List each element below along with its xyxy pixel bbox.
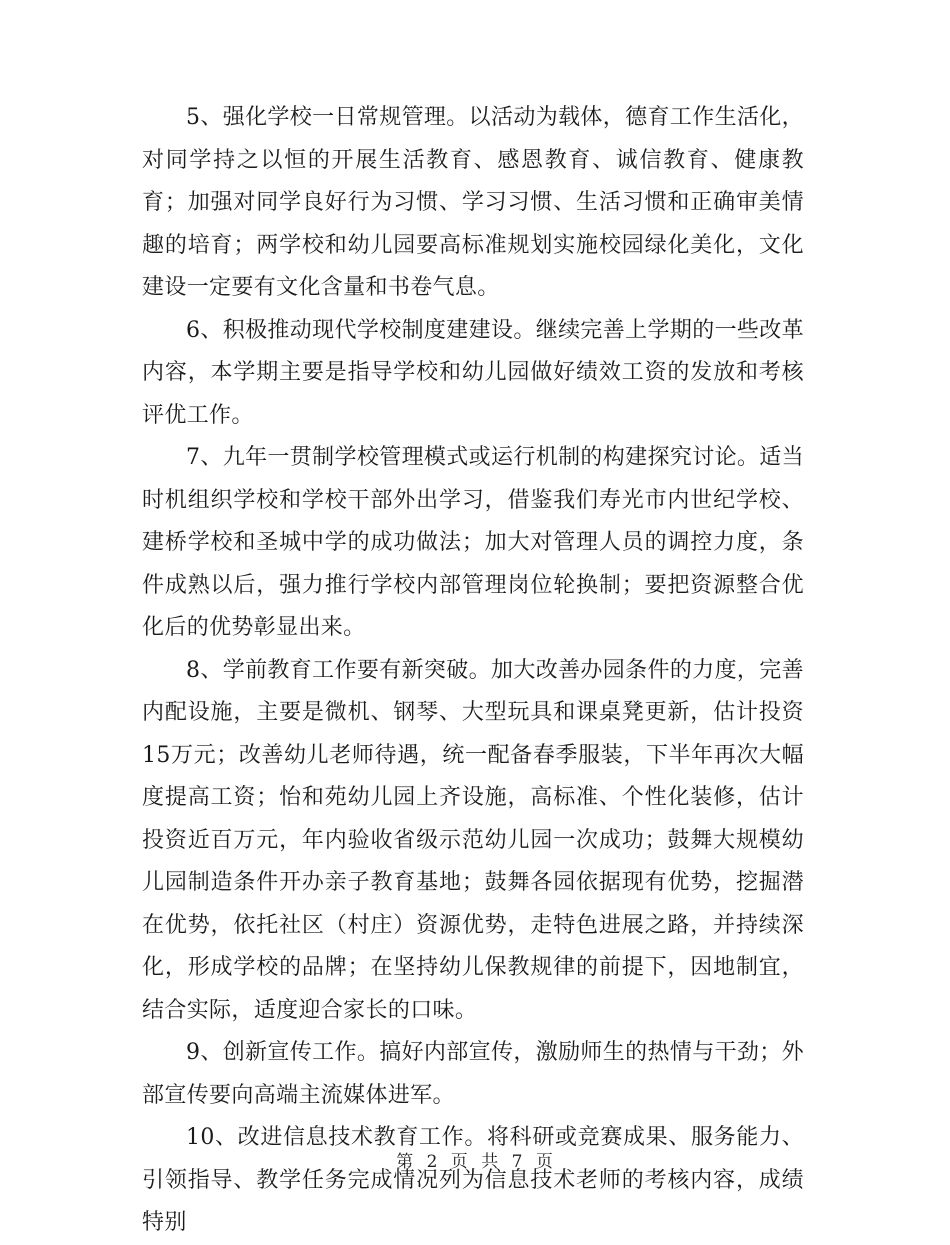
footer-total-pages: 7 [511,1152,524,1172]
paragraph-item-9: 9、创新宣传工作。搞好内部宣传，激励师生的热情与干劲；外部宣传要向高端主流媒体进军。 [142,1040,804,1108]
page-footer [0,1150,950,1174]
document-body [142,97,804,1245]
paragraph-item-7: 7、九年一贯制学校管理模式或运行机制的构建探究讨论。适当时机组织学校和学校干部外出学习，借鉴我们寿光市内世纪学校、建桥学校和圣城中学的成功做法；加大对管理人员的调控力度，条件成熟以后，强力推行学校内部管理岗位轮换制；要把资源整合优化后的优势彰显出来。 [142,445,804,640]
footer-suffix: 页 [535,1152,554,1172]
footer-prefix: 第 [396,1152,415,1172]
paragraph-item-8: 8、学前教育工作要有新突破。加大改善办园条件的力度，完善内配设施，主要是微机、钢琴、大型玩具和课桌凳更新，估计投资15万元；改善幼儿老师待遇，统一配备春季服装，下半年再次大幅度提高工资；怡和苑幼儿园上齐设施，高标准、个性化装修，估计投资近百万元，年内验收省级示范幼儿园一次成功；鼓舞大规模幼儿园制造条件开办亲子教育基地；鼓舞各园依据现有优势，挖掘潜在优势，依托社区（村庄）资源优势，走特色进展之路，并持续深化，形成学校的品牌；在坚持幼儿保教规律的前提下，因地制宜，结合实际，适度迎合家长的口味。 [142,657,804,1023]
footer-total-word: 共 [481,1152,500,1172]
paragraph-item-10: 10、改进信息技术教育工作。将科研或竞赛成果、服务能力、引领指导、教学任务完成情况列为信息技术老师的考核内容，成绩特别 [142,1125,804,1235]
footer-current-page: 2 [426,1152,439,1172]
paragraph-item-6: 6、积极推动现代学校制度建建设。继续完善上学期的一些改革内容，本学期主要是指导学校和幼儿园做好绩效工资的发放和考核评优工作。 [142,317,804,428]
paragraph-item-5: 5、强化学校一日常规管理。以活动为载体，德育工作生活化，对同学持之以恒的开展生活教育、感恩教育、诚信教育、健康教育；加强对同学良好行为习惯、学习习惯、生活习惯和正确审美情趣的培育；两学校和幼儿园要高标准规划实施校园绿化美化，文化建设一定要有文化含量和书卷气息。 [142,105,804,300]
footer-page-word: 页 [450,1152,469,1172]
